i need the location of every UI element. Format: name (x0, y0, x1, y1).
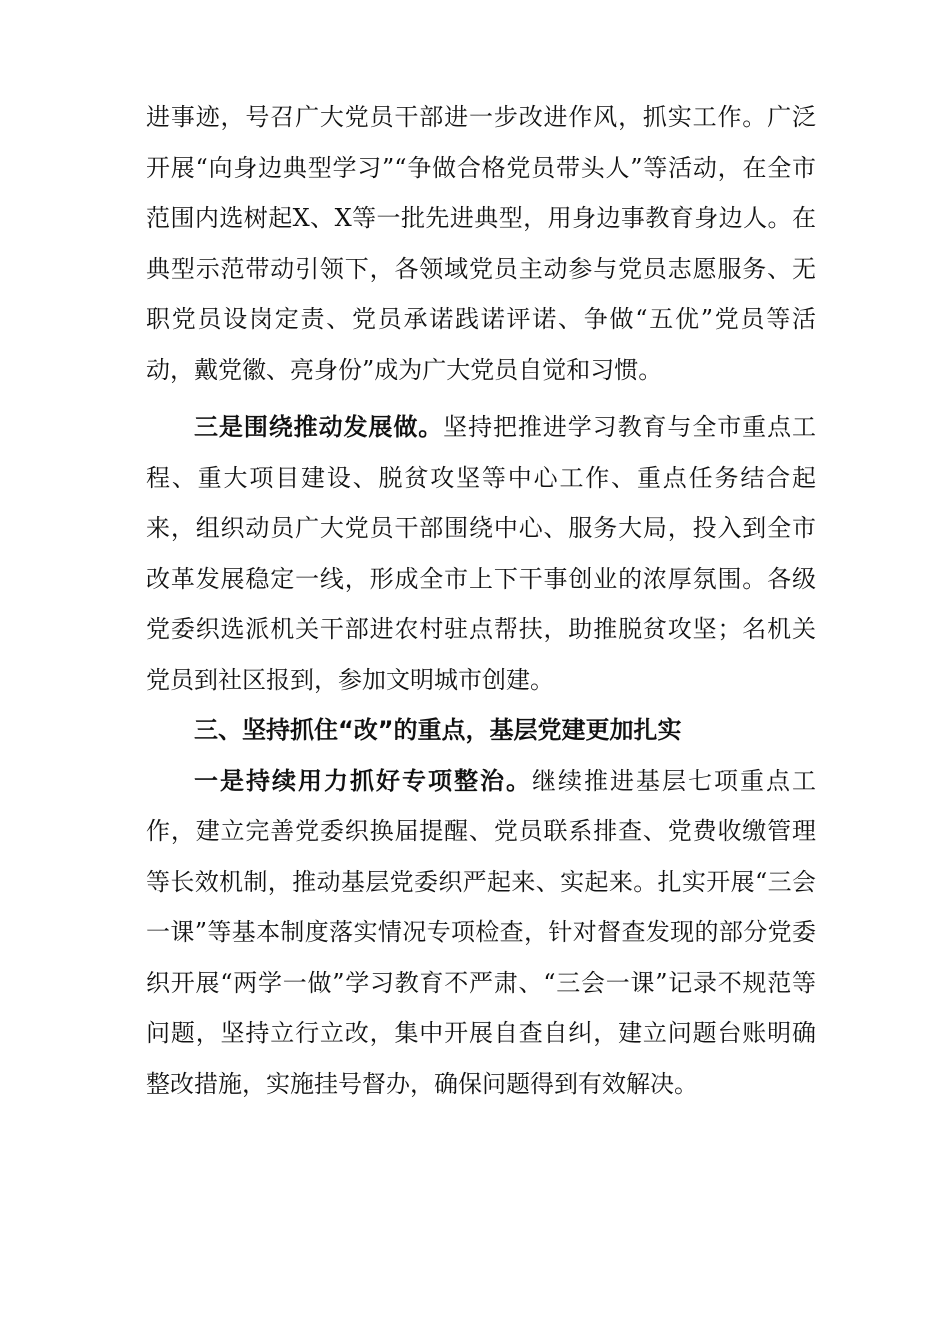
paragraph-2 (146, 402, 816, 705)
section-heading-3: 三、坚持抓住“改”的重点，基层党建更加扎实 (194, 716, 682, 744)
paragraph-3 (146, 756, 816, 1110)
paragraph-2-lead: 三是围绕推动发展做。 (194, 412, 444, 441)
paragraph-3-lead: 一是持续用力抓好专项整治。 (194, 765, 532, 795)
paragraph-3-body: 继续推进基层七项重点工作，建立完善党委织换届提醒、党员联系排查、党费收缴管理等长效机制，推动基层党委织严起来、实起来。扎实开展“三会一课”等基本制度落实情况专项检查，针对督查发现的部分党委织开展“两学一做”学习教育不严肃、“三会一课”记录不规范等问题，坚持立行立改，集中开展自查自纠，建立问题台账明确整改措施，实施挂号督办，确保问题得到有效解决。 (146, 766, 816, 1098)
document-page (146, 92, 816, 1109)
paragraph-2-body: 坚持把推进学习教育与全市重点工程、重大项目建设、脱贫攻坚等中心工作、重点任务结合起来，组织动员广大党员干部围绕中心、服务大局，投入到全市改革发展稳定一线，形成全市上下干事创业的浓厚氛围。各级党委织选派机关干部进农村驻点帮扶，助推脱贫攻坚；名机关党员到社区报到，参加文明城市创建。 (146, 413, 817, 694)
paragraph-1: 进事迹，号召广大党员干部进一步改进作风，抓实工作。广泛开展“向身边典型学习”“争做合格党员带头人”等活动，在全市范围内选树起X、X等一批先进典型，用身边事教育身边人。在典型示范带动引领下，各领域党员主动参与党员志愿服务、无职党员设岗定责、党员承诺践诺评诺、争做“五优”党员等活动，戴党徽、亮身份”成为广大党员自觉和习惯。 (146, 103, 816, 384)
